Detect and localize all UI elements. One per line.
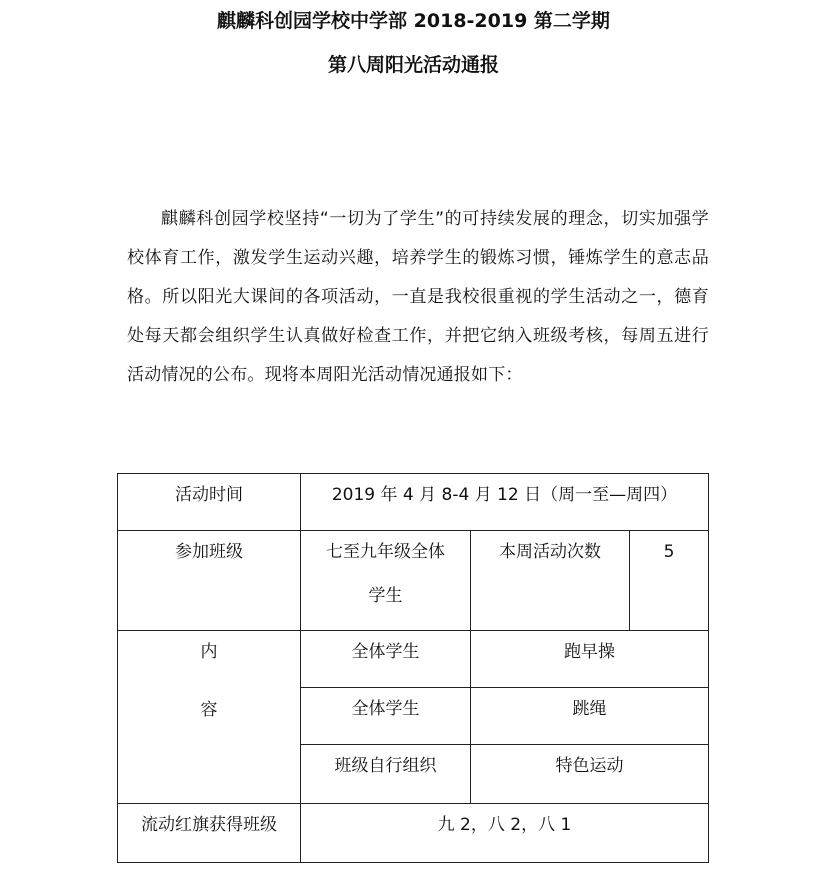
table-row — [118, 804, 709, 863]
participating-classes-value — [301, 531, 471, 631]
content-label-char2: 容 — [200, 700, 218, 720]
activity-time-label: 活动时间 — [118, 474, 301, 531]
activity-time-value: 2019 年 4 月 8-4 月 12 日（周一至—周四） — [301, 474, 709, 531]
weekly-count-label: 本周活动次数 — [471, 531, 630, 631]
red-flag-value: 九 2，八 2，八 1 — [301, 804, 709, 863]
content-activity-2: 跳绳 — [471, 688, 709, 745]
red-flag-label: 流动红旗获得班级 — [118, 804, 301, 863]
document-title-line2: 第八周阳光活动通报 — [327, 54, 499, 76]
weekly-count-value: 5 — [630, 531, 709, 631]
intro-paragraph: 麒麟科创园学校坚持“一切为了学生”的可持续发展的理念，切实加强学校体育工作，激发学生运动兴趣，培养学生的锻炼习惯，锤炼学生的意志品格。所以阳光大课间的各项活动，一直是我校很重视的学生活动之一，德育处每天都会组织学生认真做好检查工作，并把它纳入班级考核，每周五进行活动情况的公布。现将本周阳光活动情况通报如下： — [127, 209, 709, 385]
content-label-char1: 内 — [200, 642, 218, 662]
participating-classes-line1: 七至九年级全体 — [326, 542, 445, 562]
content-activity-3: 特色运动 — [471, 745, 709, 804]
content-activity-1: 跑早操 — [471, 631, 709, 688]
document-title-line1: 麒麟科创园学校中学部 2018-2019 第二学期 — [217, 10, 610, 32]
content-who-2: 全体学生 — [301, 688, 471, 745]
content-label — [118, 631, 301, 804]
table-row — [118, 631, 709, 688]
participating-classes-label: 参加班级 — [118, 531, 301, 631]
content-who-1: 全体学生 — [301, 631, 471, 688]
table-row — [118, 531, 709, 631]
content-who-3: 班级自行组织 — [301, 745, 471, 804]
table-row — [118, 474, 709, 531]
activity-report-table — [117, 473, 709, 863]
participating-classes-line2: 学生 — [368, 586, 403, 606]
